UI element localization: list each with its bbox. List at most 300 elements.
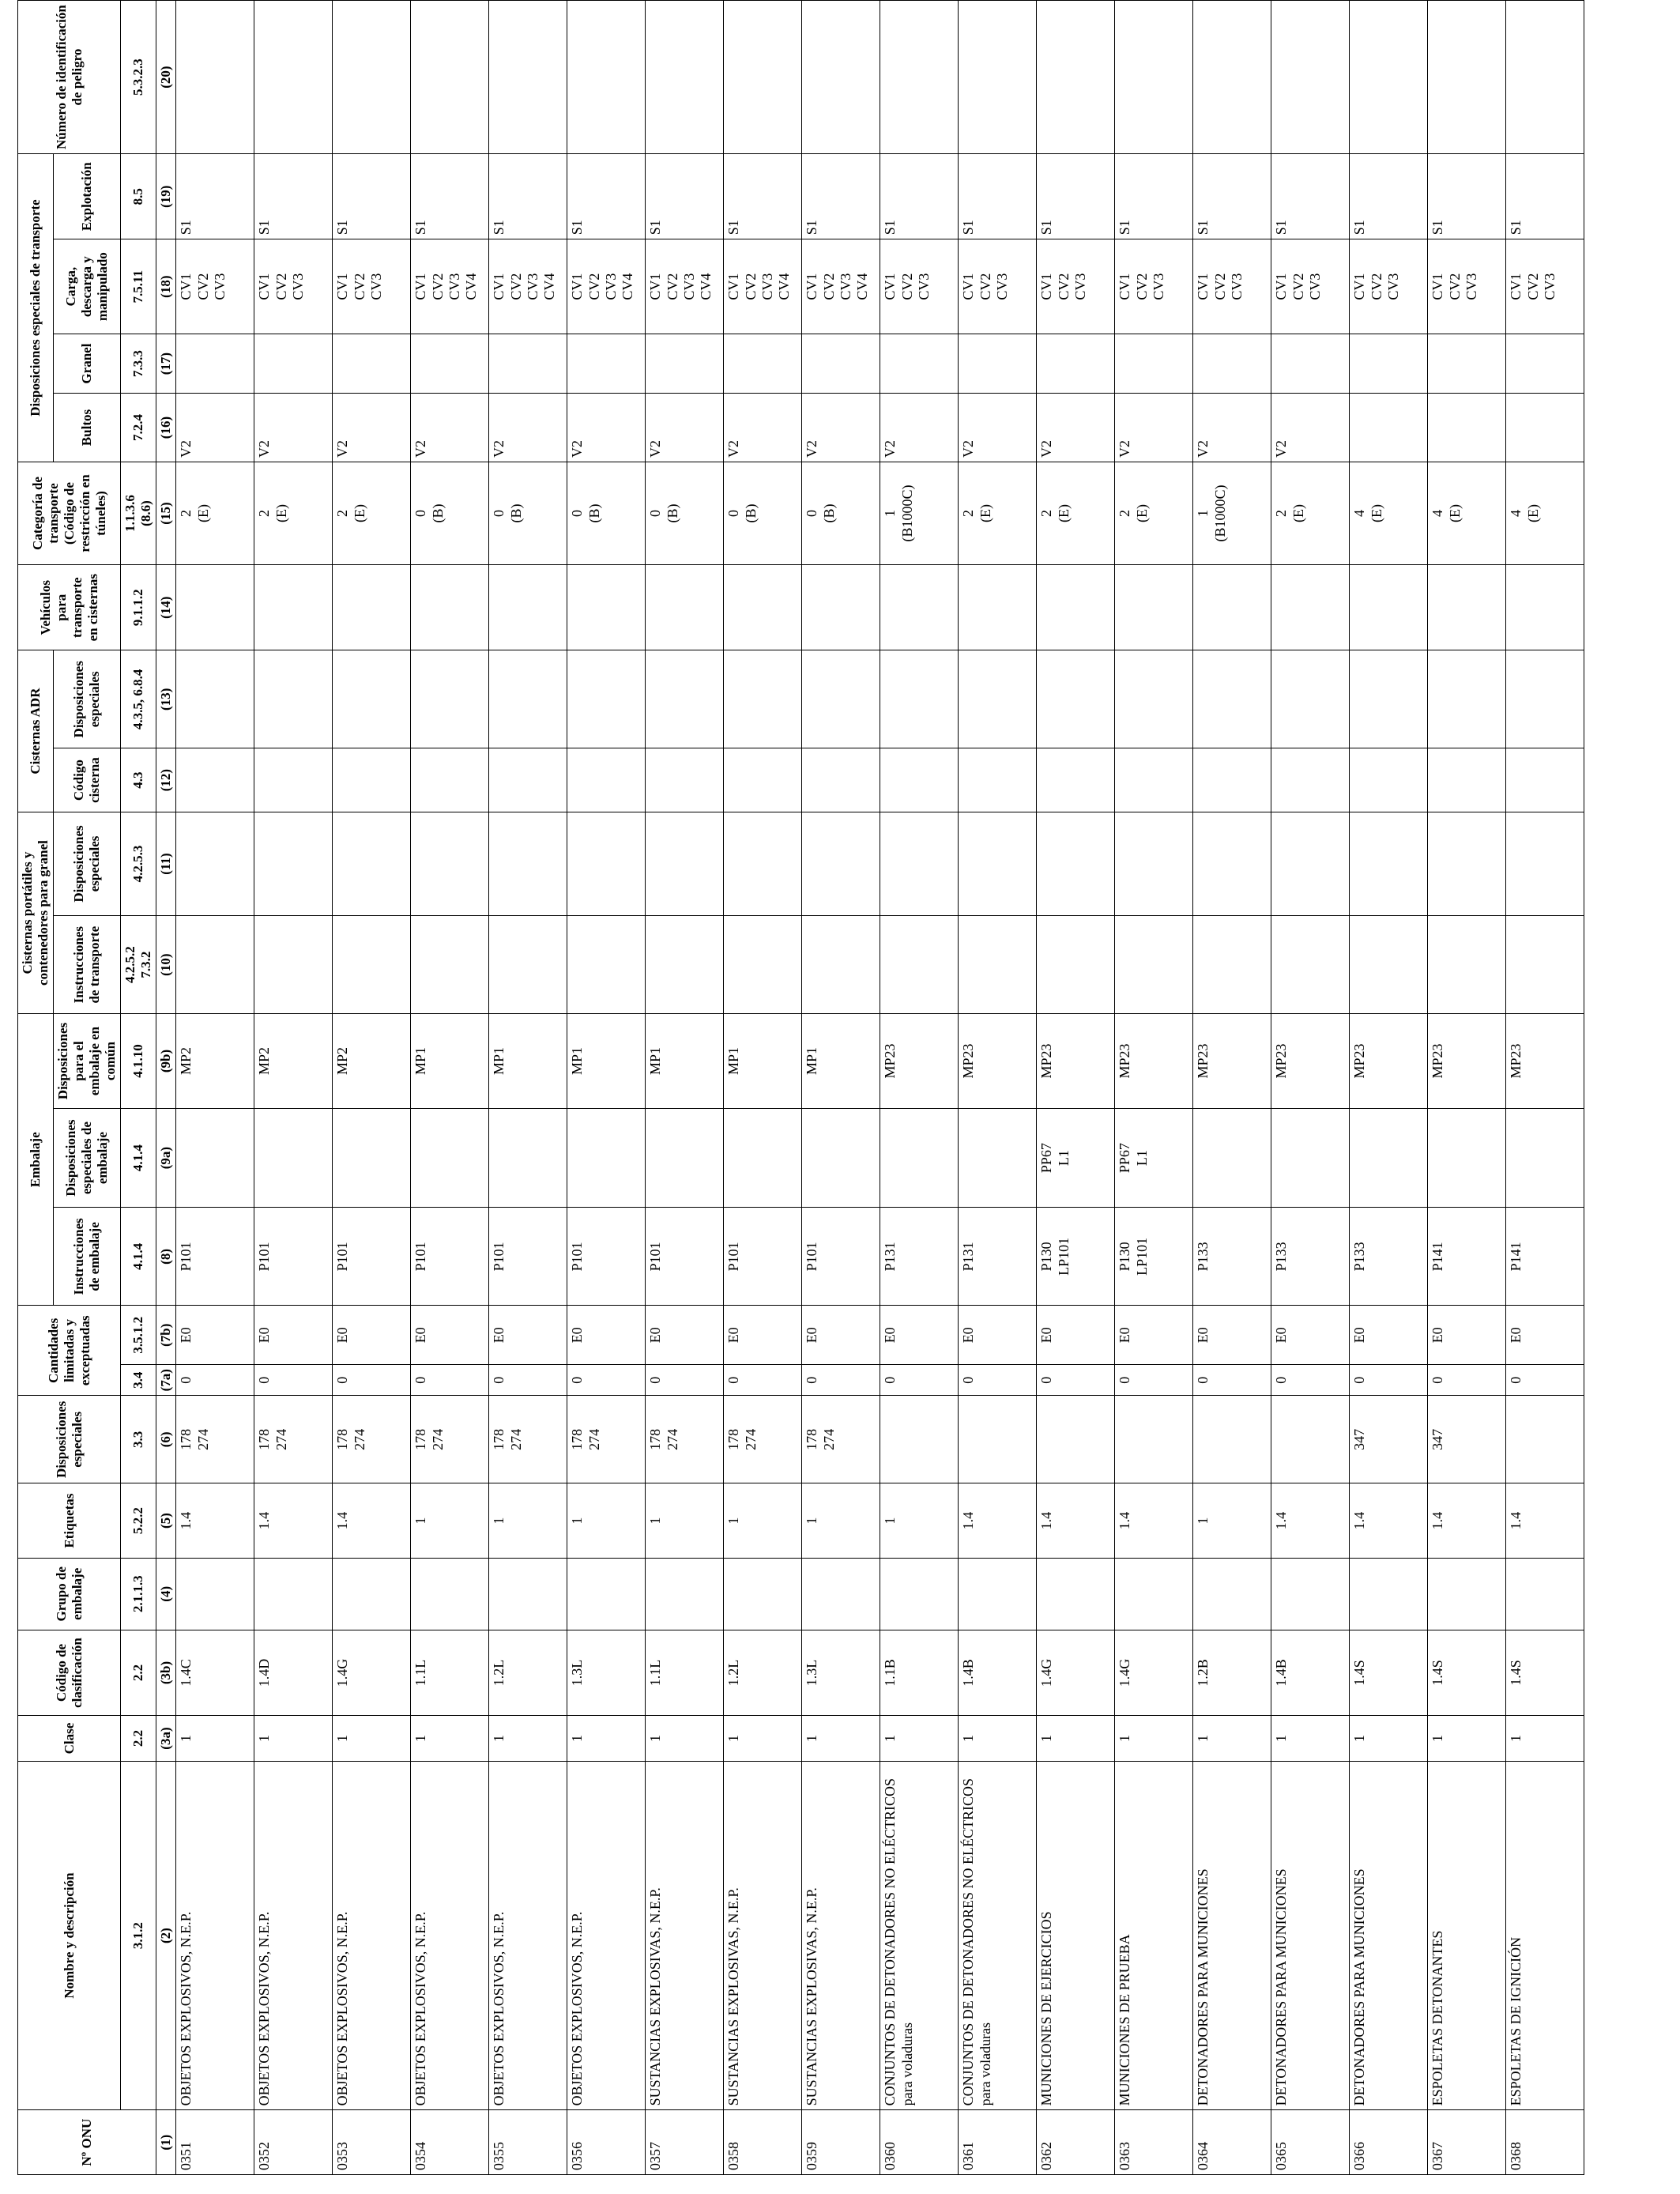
cell-tank-instructions [567, 916, 646, 1014]
colno-bulk: (17) [156, 334, 176, 394]
cell-un-number: 0367 [1428, 2110, 1506, 2175]
cell-tank-instructions [333, 916, 411, 1014]
table-row [646, 1, 724, 2175]
cell-packing-group [1428, 1558, 1506, 1630]
cell-packages: V2 [333, 394, 411, 462]
cell-tank-special [567, 812, 646, 915]
colno-pg: (4) [156, 1558, 176, 1630]
dangerous-goods-table [17, 0, 1584, 2175]
table-row [1271, 1, 1350, 2175]
header-vehicle-tank: Vehículos para transporte en cisternas [18, 565, 121, 650]
cell-un-number: 0364 [1193, 2110, 1271, 2175]
cell-un-number: 0366 [1350, 2110, 1428, 2175]
header-un-no: Nº ONU [18, 2110, 156, 2175]
cell-name: SUSTANCIAS EXPLOSIVAS, N.E.P. [802, 1761, 880, 2110]
cell-special-packing [567, 1108, 646, 1208]
cell-packages: V2 [489, 394, 567, 462]
cell-packing-group [802, 1558, 880, 1630]
cell-limited-qty: 0 [1271, 1365, 1350, 1396]
cell-bulk [176, 334, 254, 394]
header-packing-instructions: Instrucciones de embalaje [54, 1208, 121, 1306]
cell-class: 1 [959, 1716, 1037, 1761]
cell-class: 1 [646, 1716, 724, 1761]
cell-tank-instructions [959, 916, 1037, 1014]
cell-special-provisions: 178 274 [411, 1396, 489, 1483]
header-special-provisions: Disposiciones especiales [18, 1396, 121, 1483]
ref-transport-category: 1.1.3.6 (8.6) [121, 462, 156, 564]
cell-hazard-id [802, 1, 880, 154]
cell-excepted-qty: E0 [567, 1306, 646, 1365]
ref-packages: 7.2.4 [121, 394, 156, 462]
cell-packages: V2 [411, 394, 489, 462]
cell-adr-special [489, 650, 567, 748]
cell-un-number: 0354 [411, 2110, 489, 2175]
cell-packages: V2 [724, 394, 802, 462]
cell-bulk [802, 334, 880, 394]
cell-class-code: 1.4B [959, 1630, 1037, 1716]
cell-mixed-packing: MP23 [1193, 1014, 1271, 1109]
cell-packages: V2 [802, 394, 880, 462]
cell-special-provisions: 178 274 [802, 1396, 880, 1483]
ref-labels: 5.2.2 [121, 1483, 156, 1559]
column-number-row [156, 1, 176, 2175]
cell-limited-qty: 0 [646, 1365, 724, 1396]
cell-tank-special [1115, 812, 1193, 915]
cell-packing-instructions: P101 [489, 1208, 567, 1306]
cell-packages: V2 [254, 394, 333, 462]
ref-name: 3.1.2 [121, 1761, 156, 2110]
cell-bulk [254, 334, 333, 394]
cell-packing-group [1037, 1558, 1115, 1630]
colno-class: (3a) [156, 1716, 176, 1761]
cell-name: OBJETOS EXPLOSIVOS, N.E.P. [176, 1761, 254, 2110]
cell-labels: 1 [411, 1483, 489, 1559]
table-row [1193, 1, 1271, 2175]
cell-adr-special [959, 650, 1037, 748]
cell-special-provisions [959, 1396, 1037, 1483]
cell-class: 1 [254, 1716, 333, 1761]
cell-packing-group [1115, 1558, 1193, 1630]
cell-special-provisions [1506, 1396, 1584, 1483]
colno-load: (18) [156, 239, 176, 334]
cell-packing-instructions: P101 [254, 1208, 333, 1306]
table-row [880, 1, 959, 2175]
cell-class-code: 1.4G [1115, 1630, 1193, 1716]
cell-tank-special [176, 812, 254, 915]
cell-limited-qty: 0 [802, 1365, 880, 1396]
cell-adr-special [567, 650, 646, 748]
cell-transport-category: 2 (E) [1037, 462, 1115, 564]
cell-class: 1 [1193, 1716, 1271, 1761]
cell-limited-qty: 0 [959, 1365, 1037, 1396]
cell-vehicle-tank [333, 565, 411, 650]
cell-transport-category: 4 (E) [1350, 462, 1428, 564]
cell-tank-code [959, 748, 1037, 812]
cell-special-provisions: 347 [1428, 1396, 1506, 1483]
header-tank-instructions: Instrucciones de transporte [54, 916, 121, 1014]
header-loading: Carga, descarga y manipulado [54, 239, 121, 334]
cell-limited-qty: 0 [333, 1365, 411, 1396]
cell-tank-special [1350, 812, 1428, 915]
cell-special-packing [1506, 1108, 1584, 1208]
cell-excepted-qty: E0 [333, 1306, 411, 1365]
table-row [1428, 1, 1506, 2175]
cell-vehicle-tank [802, 565, 880, 650]
cell-name: MUNICIONES DE EJERCICIOS [1037, 1761, 1115, 2110]
cell-packing-group [411, 1558, 489, 1630]
cell-hazard-id [959, 1, 1037, 154]
cell-special-provisions: 178 274 [333, 1396, 411, 1483]
colno-cat: (15) [156, 462, 176, 564]
cell-packages: V2 [1193, 394, 1271, 462]
header-portable-tanks: Cisternas portátiles y contenedores para granel [18, 812, 54, 1013]
cell-transport-category: 1 (B1000C) [880, 462, 959, 564]
cell-operation: S1 [489, 154, 567, 239]
cell-transport-category: 2 (E) [1115, 462, 1193, 564]
cell-transport-category: 4 (E) [1428, 462, 1506, 564]
colno-name: (2) [156, 1761, 176, 2110]
cell-mixed-packing: MP23 [1115, 1014, 1193, 1109]
cell-bulk [1115, 334, 1193, 394]
cell-special-packing [646, 1108, 724, 1208]
cell-packages: V2 [567, 394, 646, 462]
cell-tank-instructions [1037, 916, 1115, 1014]
cell-loading: CV1 CV2 CV3 [1350, 239, 1428, 334]
cell-class-code: 1.3L [802, 1630, 880, 1716]
colno-hin: (20) [156, 1, 176, 154]
cell-class-code: 1.4S [1506, 1630, 1584, 1716]
cell-transport-category: 2 (E) [959, 462, 1037, 564]
cell-vehicle-tank [1271, 565, 1350, 650]
cell-excepted-qty: E0 [959, 1306, 1037, 1365]
cell-un-number: 0361 [959, 2110, 1037, 2175]
cell-vehicle-tank [1428, 565, 1506, 650]
cell-special-provisions: 178 274 [567, 1396, 646, 1483]
cell-labels: 1 [802, 1483, 880, 1559]
cell-class: 1 [567, 1716, 646, 1761]
cell-tank-code [254, 748, 333, 812]
colno-lq: (7a) [156, 1365, 176, 1396]
cell-adr-special [176, 650, 254, 748]
table-row [1037, 1, 1115, 2175]
cell-class-code: 1.4S [1350, 1630, 1428, 1716]
cell-vehicle-tank [567, 565, 646, 650]
cell-special-packing [176, 1108, 254, 1208]
ref-hazard-id: 5.3.2.3 [121, 1, 156, 154]
cell-operation: S1 [802, 154, 880, 239]
cell-un-number: 0362 [1037, 2110, 1115, 2175]
cell-loading: CV1 CV2 CV3 CV4 [489, 239, 567, 334]
cell-loading: CV1 CV2 CV3 [176, 239, 254, 334]
cell-class: 1 [489, 1716, 567, 1761]
cell-tank-instructions [411, 916, 489, 1014]
cell-operation: S1 [1193, 154, 1271, 239]
cell-bulk [333, 334, 411, 394]
cell-vehicle-tank [1350, 565, 1428, 650]
cell-excepted-qty: E0 [724, 1306, 802, 1365]
cell-tank-code [880, 748, 959, 812]
cell-class: 1 [724, 1716, 802, 1761]
cell-operation: S1 [880, 154, 959, 239]
cell-labels: 1.4 [1350, 1483, 1428, 1559]
cell-special-provisions: 347 [1350, 1396, 1428, 1483]
cell-tank-instructions [1506, 916, 1584, 1014]
cell-mixed-packing: MP23 [1271, 1014, 1350, 1109]
cell-un-number: 0365 [1271, 2110, 1350, 2175]
cell-packages: V2 [646, 394, 724, 462]
cell-vehicle-tank [724, 565, 802, 650]
cell-class-code: 1.4S [1428, 1630, 1506, 1716]
ref-class: 2.2 [121, 1716, 156, 1761]
cell-packing-instructions: P101 [567, 1208, 646, 1306]
cell-adr-special [1193, 650, 1271, 748]
cell-excepted-qty: E0 [1428, 1306, 1506, 1365]
cell-excepted-qty: E0 [411, 1306, 489, 1365]
cell-tank-code [1115, 748, 1193, 812]
cell-packing-instructions: P133 [1350, 1208, 1428, 1306]
cell-name: CONJUNTOS DE DETONADORES NO ELÉCTRICOS para voladuras [880, 1761, 959, 2110]
cell-excepted-qty: E0 [646, 1306, 724, 1365]
colno-tsp: (11) [156, 812, 176, 915]
table-row [254, 1, 333, 2175]
cell-un-number: 0353 [333, 2110, 411, 2175]
colno-op: (19) [156, 154, 176, 239]
cell-tank-code [1350, 748, 1428, 812]
cell-un-number: 0351 [176, 2110, 254, 2175]
cell-special-provisions [1193, 1396, 1271, 1483]
cell-tank-code [1506, 748, 1584, 812]
cell-operation: S1 [724, 154, 802, 239]
cell-special-packing [802, 1108, 880, 1208]
header-adr-tanks: Cisternas ADR [18, 650, 54, 812]
cell-name: ESPOLETAS DETONANTES [1428, 1761, 1506, 2110]
cell-packing-instructions: P131 [959, 1208, 1037, 1306]
cell-operation: S1 [176, 154, 254, 239]
cell-tank-code [1037, 748, 1115, 812]
ref-mixed-packing: 4.1.10 [121, 1014, 156, 1109]
ref-bulk: 7.3.3 [121, 334, 156, 394]
cell-loading: CV1 CV2 CV3 [1271, 239, 1350, 334]
cell-packing-group [1271, 1558, 1350, 1630]
cell-tank-special [1037, 812, 1115, 915]
cell-class-code: 1.1B [880, 1630, 959, 1716]
cell-operation: S1 [646, 154, 724, 239]
cell-mixed-packing: MP23 [1037, 1014, 1115, 1109]
cell-tank-code [646, 748, 724, 812]
cell-hazard-id [1428, 1, 1506, 154]
cell-bulk [411, 334, 489, 394]
cell-adr-special [1037, 650, 1115, 748]
cell-tank-special [959, 812, 1037, 915]
cell-tank-code [1428, 748, 1506, 812]
header-row-1 [18, 1, 54, 2175]
cell-excepted-qty: E0 [1193, 1306, 1271, 1365]
cell-labels: 1.4 [1271, 1483, 1350, 1559]
cell-packing-instructions: P101 [333, 1208, 411, 1306]
cell-mixed-packing: MP2 [333, 1014, 411, 1109]
cell-hazard-id [646, 1, 724, 154]
cell-tank-special [724, 812, 802, 915]
cell-mixed-packing: MP23 [1350, 1014, 1428, 1109]
ref-excepted-qty: 3.5.1.2 [121, 1306, 156, 1365]
cell-class: 1 [1350, 1716, 1428, 1761]
cell-packages: V2 [1115, 394, 1193, 462]
cell-special-packing [1271, 1108, 1350, 1208]
cell-labels: 1 [1193, 1483, 1271, 1559]
cell-packages: V2 [176, 394, 254, 462]
cell-labels: 1 [724, 1483, 802, 1559]
cell-bulk [1193, 334, 1271, 394]
ref-vehicle-tank: 9.1.1.2 [121, 565, 156, 650]
cell-transport-category: 4 (E) [1506, 462, 1584, 564]
cell-adr-special [411, 650, 489, 748]
cell-excepted-qty: E0 [1350, 1306, 1428, 1365]
cell-operation: S1 [1115, 154, 1193, 239]
cell-tank-instructions [254, 916, 333, 1014]
reference-row [121, 1, 156, 2175]
cell-tank-special [1193, 812, 1271, 915]
cell-class: 1 [880, 1716, 959, 1761]
cell-tank-code [176, 748, 254, 812]
cell-class-code: 1.3L [567, 1630, 646, 1716]
ref-tank-special: 4.2.5.3 [121, 812, 156, 915]
header-tank-special: Disposiciones especiales [54, 812, 121, 915]
cell-special-provisions: 178 274 [724, 1396, 802, 1483]
cell-mixed-packing: MP2 [176, 1014, 254, 1109]
cell-tank-instructions [489, 916, 567, 1014]
cell-adr-special [724, 650, 802, 748]
cell-transport-category: 1 (B1000C) [1193, 462, 1271, 564]
cell-adr-special [1115, 650, 1193, 748]
cell-loading: CV1 CV2 CV3 [880, 239, 959, 334]
cell-hazard-id [1115, 1, 1193, 154]
colno-veh: (14) [156, 565, 176, 650]
table-row [802, 1, 880, 2175]
cell-loading: CV1 CV2 CV3 CV4 [646, 239, 724, 334]
cell-adr-special [1428, 650, 1506, 748]
cell-name: OBJETOS EXPLOSIVOS, N.E.P. [333, 1761, 411, 2110]
cell-packing-group [489, 1558, 567, 1630]
cell-packing-instructions: P101 [411, 1208, 489, 1306]
cell-labels: 1 [880, 1483, 959, 1559]
cell-special-packing [254, 1108, 333, 1208]
cell-packing-instructions: P133 [1271, 1208, 1350, 1306]
cell-un-number: 0359 [802, 2110, 880, 2175]
cell-hazard-id [1271, 1, 1350, 154]
cell-loading: CV1 CV2 CV3 [1428, 239, 1506, 334]
cell-tank-code [489, 748, 567, 812]
cell-mixed-packing: MP1 [489, 1014, 567, 1109]
cell-transport-category: 0 (B) [724, 462, 802, 564]
cell-class-code: 1.1L [646, 1630, 724, 1716]
cell-transport-category: 0 (B) [411, 462, 489, 564]
cell-packing-group [646, 1558, 724, 1630]
header-operation: Explotación [54, 154, 121, 239]
cell-excepted-qty: E0 [1115, 1306, 1193, 1365]
cell-loading: CV1 CV2 CV3 [333, 239, 411, 334]
table-row [1115, 1, 1193, 2175]
cell-limited-qty: 0 [176, 1365, 254, 1396]
ref-loading: 7.5.11 [121, 239, 156, 334]
cell-mixed-packing: MP1 [411, 1014, 489, 1109]
cell-special-packing [959, 1108, 1037, 1208]
cell-special-provisions: 178 274 [176, 1396, 254, 1483]
cell-name: OBJETOS EXPLOSIVOS, N.E.P. [254, 1761, 333, 2110]
cell-packages [1350, 394, 1428, 462]
cell-limited-qty: 0 [1037, 1365, 1115, 1396]
cell-vehicle-tank [411, 565, 489, 650]
cell-labels: 1.4 [176, 1483, 254, 1559]
cell-tank-instructions [1115, 916, 1193, 1014]
ref-special-provisions: 3.3 [121, 1396, 156, 1483]
header-labels: Etiquetas [18, 1483, 121, 1559]
cell-packing-group [724, 1558, 802, 1630]
cell-bulk [489, 334, 567, 394]
cell-tank-special [1428, 812, 1506, 915]
cell-un-number: 0356 [567, 2110, 646, 2175]
cell-adr-special [802, 650, 880, 748]
header-hazard-id: Número de identificación de peligro [18, 1, 121, 154]
colno-un: (1) [156, 2110, 176, 2175]
ref-operation: 8.5 [121, 154, 156, 239]
cell-hazard-id [254, 1, 333, 154]
cell-packing-instructions: P141 [1506, 1208, 1584, 1306]
cell-loading: CV1 CV2 CV3 CV4 [802, 239, 880, 334]
cell-hazard-id [1506, 1, 1584, 154]
cell-tank-code [724, 748, 802, 812]
cell-vehicle-tank [176, 565, 254, 650]
cell-adr-special [880, 650, 959, 748]
ref-tank-code: 4.3 [121, 748, 156, 812]
cell-class: 1 [1506, 1716, 1584, 1761]
cell-transport-category: 2 (E) [333, 462, 411, 564]
cell-packing-group [176, 1558, 254, 1630]
cell-loading: CV1 CV2 CV3 [959, 239, 1037, 334]
cell-bulk [1271, 334, 1350, 394]
cell-bulk [567, 334, 646, 394]
header-mixed-packing: Disposiciones para el embalaje en común [54, 1014, 121, 1109]
header-packing-group: Grupo de embalaje [18, 1558, 121, 1630]
cell-name: DETONADORES PARA MUNICIONES [1193, 1761, 1271, 2110]
cell-adr-special [333, 650, 411, 748]
cell-mixed-packing: MP1 [567, 1014, 646, 1109]
cell-special-packing [724, 1108, 802, 1208]
table-row [567, 1, 646, 2175]
cell-packing-instructions: P131 [880, 1208, 959, 1306]
cell-tank-instructions [724, 916, 802, 1014]
cell-hazard-id [880, 1, 959, 154]
cell-tank-special [254, 812, 333, 915]
cell-special-packing [489, 1108, 567, 1208]
cell-packing-instructions: P141 [1428, 1208, 1506, 1306]
cell-mixed-packing: MP23 [959, 1014, 1037, 1109]
colno-mp: (9b) [156, 1014, 176, 1109]
cell-hazard-id [333, 1, 411, 154]
header-class-code: Código de clasificación [18, 1630, 121, 1716]
cell-bulk [959, 334, 1037, 394]
cell-hazard-id [1193, 1, 1271, 154]
cell-packing-instructions: P101 [724, 1208, 802, 1306]
cell-packing-instructions: P133 [1193, 1208, 1271, 1306]
cell-vehicle-tank [489, 565, 567, 650]
cell-un-number: 0363 [1115, 2110, 1193, 2175]
cell-excepted-qty: E0 [1271, 1306, 1350, 1365]
cell-labels: 1.4 [1115, 1483, 1193, 1559]
cell-loading: CV1 CV2 CV3 [1115, 239, 1193, 334]
cell-labels: 1.4 [254, 1483, 333, 1559]
cell-mixed-packing: MP1 [724, 1014, 802, 1109]
cell-adr-special [1271, 650, 1350, 748]
